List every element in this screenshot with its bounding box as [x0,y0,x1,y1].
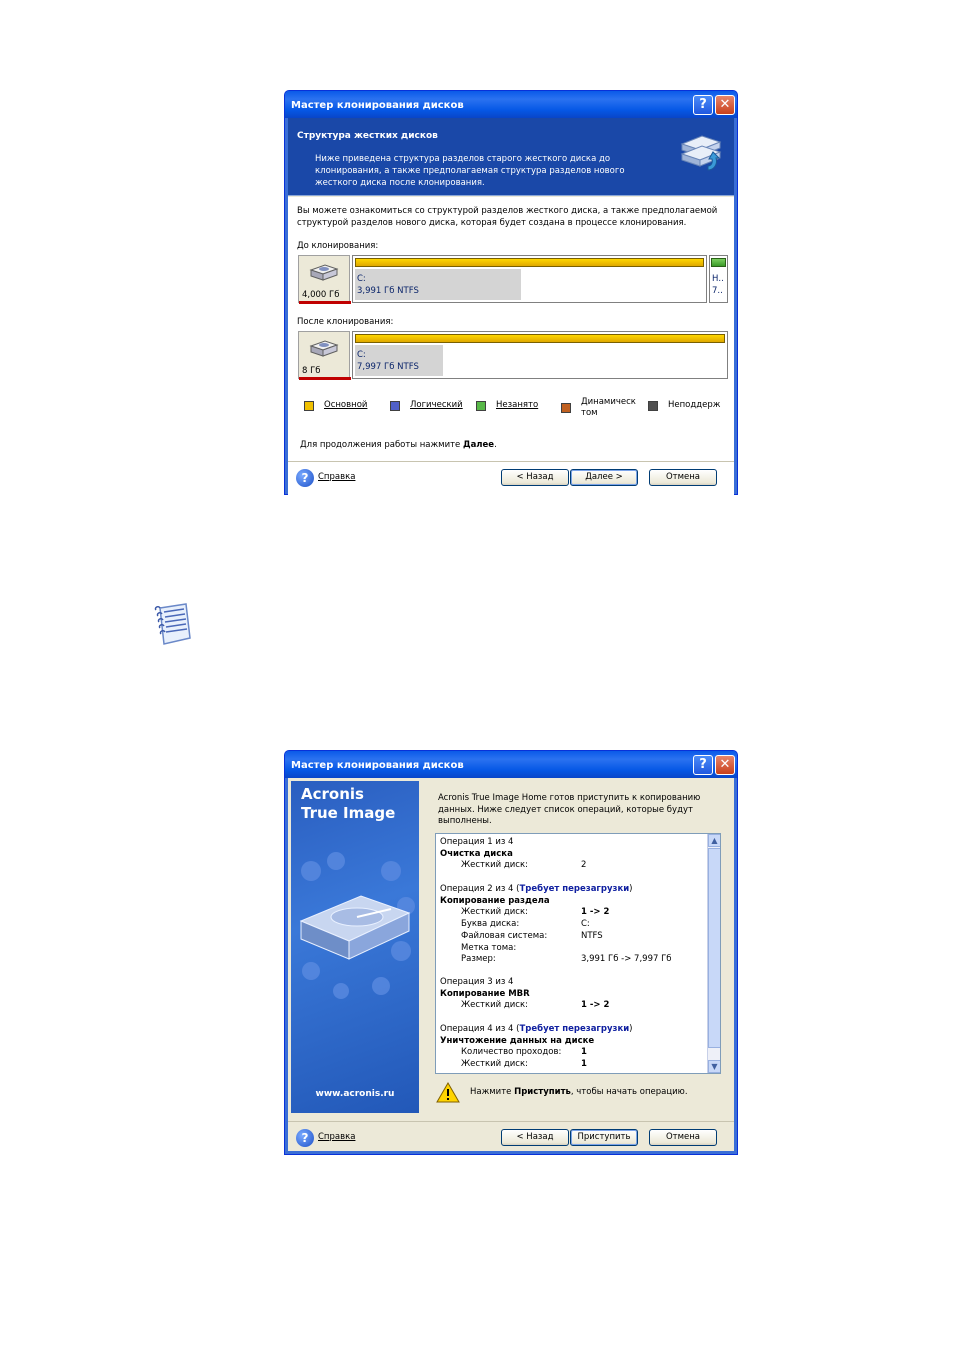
partition-extra-line1: Н.. [712,274,724,284]
legend-label-dynamic [581,397,637,419]
row-key: Буква диска: [461,919,520,930]
wizard-header [288,118,734,196]
help-icon[interactable]: ? [296,469,314,487]
row-value: 2 [581,860,587,871]
help-icon[interactable]: ? [296,1129,314,1147]
primary-partition-bar [355,334,725,343]
partition-info: 7,997 Гб NTFS [357,362,419,372]
hard-disk-icon [309,262,339,284]
website-url[interactable]: www.acronis.ru [315,1089,395,1099]
step-description: Ниже приведена структура разделов старого жесткого диска до клонирования, а также предполагаемая структура разделов нового жесткого диска после клонирования. [315,154,625,188]
warning-icon [436,1082,460,1103]
operation-header: Операция 1 из 4 [440,837,514,847]
row-value: 1 -> 2 [581,1000,610,1011]
hard-drive-illustration [291,851,419,1001]
wizard-footer [288,461,734,491]
disk-size: 4,000 Гб [302,290,340,300]
close-button[interactable]: ✕ [715,755,735,775]
help-link[interactable]: Справка [318,472,356,482]
hard-disk-icon [309,338,339,360]
partition-info: 3,991 Гб NTFS [357,286,419,296]
operation-header-text: Операция 4 из 4 ( [440,1024,520,1034]
primary-partition-bar [355,258,704,267]
partition-c-after[interactable] [352,331,728,379]
operation-header [440,1024,710,1036]
continue-text: Для продолжения работы нажмите [300,440,463,450]
row-value: 1 [581,1047,587,1058]
clone-wizard-window-summary [284,750,738,1155]
row-key: Жесткий диск: [461,860,528,871]
warn-proceed-word: Приступить [514,1087,571,1097]
partition-letter: C: [357,274,366,284]
row-key: Файловая система: [461,930,548,941]
reboot-required: Требует перезагрузки [519,1024,630,1034]
row-value: NTFS [581,930,603,941]
partition-extra-label [712,273,724,297]
disk-before-row [298,255,728,305]
proceed-instruction [470,1086,688,1098]
warn-text-end: , чтобы начать операцию. [570,1087,688,1097]
note-icon [150,602,194,648]
partition-extra-before[interactable] [709,255,728,303]
reboot-required: Требует перезагрузки [519,884,630,894]
disk-after-tile[interactable] [298,331,350,379]
operation-row [440,860,710,872]
partition-letter: C: [357,350,366,360]
legend-dynamic-line2: том [581,408,598,418]
wizard-client [288,118,734,491]
help-title-button[interactable]: ? [693,95,713,115]
wizard-body [288,197,734,497]
operation-row [440,1000,710,1012]
operation-header-text: Операция 2 из 4 ( [440,884,520,894]
operation-3 [440,977,710,1012]
proceed-button[interactable]: Приступить [570,1129,638,1146]
scroll-down-arrow-icon[interactable]: ▼ [708,1060,721,1073]
brand-title [301,785,395,823]
disk-before-tile[interactable] [298,255,350,303]
continue-next-word: Далее [463,440,495,450]
operation-1 [440,837,710,872]
operation-row [440,931,710,943]
partition-c-before[interactable] [352,255,707,303]
operation-name: Копирование раздела [440,895,550,906]
operation-row [440,1047,710,1059]
brand-line1: Acronis [301,785,364,803]
cancel-button[interactable]: Отмена [649,469,717,486]
acronis-side-panel [291,781,419,1113]
operation-name: Очистка диска [440,848,513,859]
intro-text: Вы можете ознакомиться со структурой разделов жесткого диска, а также предполагаемой структурой разделов нового диска, которая будет создана в процессе клонирования. [297,206,718,228]
partition-label [357,273,419,297]
row-value: 1 -> 2 [581,907,610,918]
operation-row [440,943,710,955]
paren-close: ) [629,884,633,894]
row-key: Метка тома: [461,942,517,953]
row-key: Жесткий диск: [461,1059,528,1070]
operation-row [440,907,710,919]
scroll-up-arrow-icon[interactable]: ▲ [708,834,721,847]
help-link[interactable]: Справка [318,1132,356,1142]
after-cloning-label: После клонирования: [297,317,394,327]
operation-name: Копирование MBR [440,988,530,999]
operation-2 [440,884,710,966]
legend-dynamic-line1: Динамическ [581,397,636,407]
operation-header: Операция 3 из 4 [440,977,514,987]
legend-swatch-dynamic [561,403,571,413]
next-button[interactable]: Далее > [570,469,638,486]
row-value: C: [581,919,590,930]
legend-label: Основной [324,400,368,410]
back-button[interactable]: < Назад [501,469,569,486]
legend-swatch-unsupported [648,401,658,411]
operations-list[interactable] [435,833,721,1074]
row-value: 3,991 Гб -> 7,997 Гб [581,954,672,965]
scroll-thumb[interactable] [708,848,721,1048]
legend-label: Логический [410,400,463,410]
legend-swatch-logical [390,401,400,411]
row-key: Жесткий диск: [461,907,528,918]
disk-size: 8 Гб [302,366,321,376]
summary-intro: Acronis True Image Home готов приступить к копированию данных. Ниже следует список операций, которые будут выполнены. [438,793,701,826]
operation-header [440,884,710,896]
brand-line2: True Image [301,804,396,822]
wizard-client [288,778,734,1151]
cancel-button[interactable]: Отмена [649,1129,717,1146]
back-button[interactable]: < Назад [501,1129,569,1146]
title-bar[interactable] [285,91,737,118]
legend-swatch-unallocated [476,401,486,411]
operation-row [440,919,710,931]
partition-extra-line2: 7.. [712,286,723,296]
operation-row [440,954,710,966]
close-button[interactable]: ✕ [715,95,735,115]
operation-row [440,1059,710,1071]
operation-name: Уничтожение данных на диске [440,1035,595,1046]
legend-label-unsupported: Неподдерж [668,400,721,410]
clone-wizard-window-structure [284,90,738,495]
window-title: Мастер клонирования дисков [291,100,464,111]
legend-label: Незанято [496,400,539,410]
warn-text: Нажмите [470,1087,515,1097]
disk-selection-underline [299,377,351,380]
row-value: 1 [581,1059,587,1070]
title-bar[interactable] [285,751,737,778]
wizard-footer [288,1121,734,1151]
operation-4 [440,1024,710,1071]
unallocated-bar [711,258,726,267]
row-key: Количество проходов: [461,1047,562,1058]
step-title: Структура жестких дисков [297,131,438,141]
disk-selection-underline [299,301,351,304]
paren-close: ) [629,1024,633,1034]
row-key: Жесткий диск: [461,1000,528,1011]
row-key: Размер: [461,954,496,965]
disk-after-row [298,331,728,381]
partition-label [357,349,419,373]
continue-period: . [494,440,497,450]
window-title: Мастер клонирования дисков [291,760,464,771]
help-title-button[interactable]: ? [693,755,713,775]
hard-drives-icon [676,130,724,174]
continue-instruction [300,439,497,451]
legend-swatch-primary [304,401,314,411]
before-cloning-label: До клонирования: [297,241,379,251]
vertical-scrollbar[interactable] [707,834,720,1073]
